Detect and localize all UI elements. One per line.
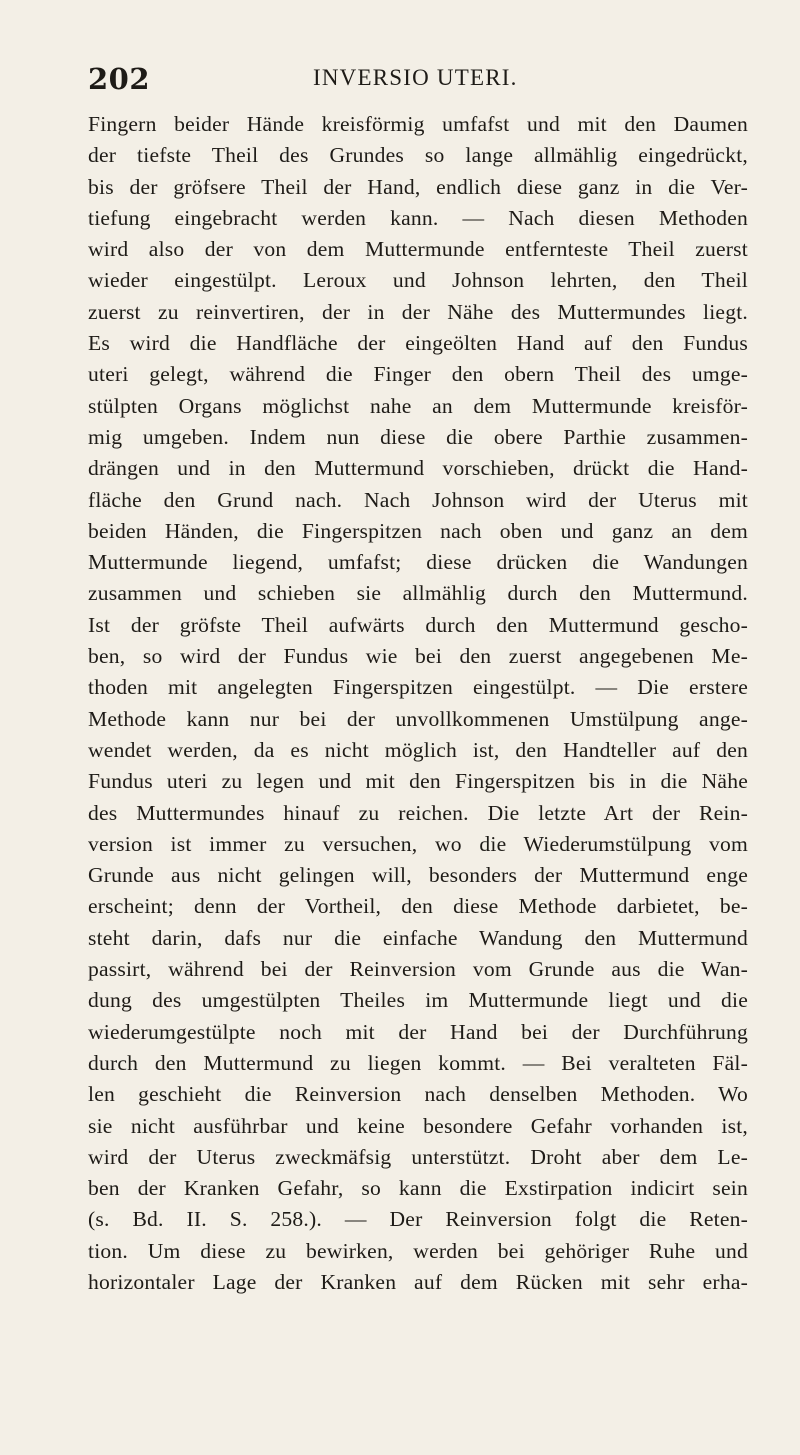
page-number: 202 xyxy=(88,62,151,96)
text-line: sie nicht ausführbar und keine besondere Gefahr vorhanden ist, xyxy=(88,1113,748,1138)
text-line: Methode kann nur bei der unvollkommenen Umstülpung ange- xyxy=(88,706,748,731)
text-line: dung des umgestülpten Theiles im Muttermunde liegt und die xyxy=(88,988,748,1013)
text-line: uteri gelegt, während die Finger den obern Theil des umge- xyxy=(88,362,748,387)
text-line: Ist der gröfste Theil aufwärts durch den Muttermund gescho- xyxy=(88,612,748,637)
text-line: durch den Muttermund zu liegen kommt. — Bei veralteten Fäl- xyxy=(88,1050,748,1075)
text-line: mig umgeben. Indem nun diese die obere Parthie zusammen- xyxy=(88,424,748,449)
text-line: ben, so wird der Fundus wie bei den zuerst angegebenen Me- xyxy=(88,644,748,669)
text-line: wird der Uterus zweckmäfsig unterstützt. Droht aber dem Le- xyxy=(88,1144,748,1169)
text-line: (s. Bd. II. S. 258.). — Der Reinversion folgt die Reten- xyxy=(88,1207,748,1232)
text-line: des Muttermundes hinauf zu reichen. Die letzte Art der Rein- xyxy=(88,800,748,825)
text-line: steht darin, dafs nur die einfache Wandung den Muttermund xyxy=(88,925,748,950)
text-line: fläche den Grund nach. Nach Johnson wird der Uterus mit xyxy=(88,487,748,512)
text-line: zuerst zu reinvertiren, der in der Nähe des Muttermundes liegt. xyxy=(88,299,748,324)
text-line: Grunde aus nicht gelingen will, besonders der Muttermund enge xyxy=(88,863,748,888)
text-line: erscheint; denn der Vortheil, den diese Methode darbietet, be- xyxy=(88,894,748,919)
text-line: thoden mit angelegten Fingerspitzen eingestülpt. — Die erstere xyxy=(88,675,748,700)
text-line: len geschieht die Reinversion nach denselben Methoden. Wo xyxy=(88,1082,748,1107)
running-title: INVERSIO UTERI. xyxy=(313,65,518,90)
text-line: stülpten Organs möglichst nahe an dem Muttermunde kreisför- xyxy=(88,393,748,418)
text-line: tion. Um diese zu bewirken, werden bei gehöriger Ruhe und xyxy=(88,1238,748,1263)
body-text xyxy=(88,109,748,1298)
text-line: der tiefste Theil des Grundes so lange allmählig eingedrückt, xyxy=(88,143,748,168)
text-line: bis der gröfsere Theil der Hand, endlich diese ganz in die Ver- xyxy=(88,174,748,199)
text-line: Fundus uteri zu legen und mit den Fingerspitzen bis in die Nähe xyxy=(88,769,748,794)
text-line: wendet werden, da es nicht möglich ist, den Handteller auf den xyxy=(88,737,748,762)
text-line: tiefung eingebracht werden kann. — Nach diesen Methoden xyxy=(88,205,748,230)
text-line: horizontaler Lage der Kranken auf dem Rücken mit sehr erha- xyxy=(88,1269,748,1294)
text-line: drängen und in den Muttermund vorschieben, drückt die Hand- xyxy=(88,456,748,481)
text-line: wiederumgestülpte noch mit der Hand bei der Durchführung xyxy=(88,1019,748,1044)
text-line: Muttermunde liegend, umfafst; diese drücken die Wandungen xyxy=(88,550,748,575)
text-line: wieder eingestülpt. Leroux und Johnson lehrten, den Theil xyxy=(88,268,748,293)
text-line: Es wird die Handfläche der eingeölten Hand auf den Fundus xyxy=(88,331,748,356)
text-line: zusammen und schieben sie allmählig durch den Muttermund. xyxy=(88,581,748,606)
running-head xyxy=(88,62,748,102)
text-line: version ist immer zu versuchen, wo die Wiederumstülpung vom xyxy=(88,831,748,856)
text-line: wird also der von dem Muttermunde entfernteste Theil zuerst xyxy=(88,237,748,262)
text-line: passirt, während bei der Reinversion vom Grunde aus die Wan- xyxy=(88,957,748,982)
text-line: Fingern beider Hände kreisförmig umfafst und mit den Daumen xyxy=(88,112,748,136)
text-line: beiden Händen, die Fingerspitzen nach oben und ganz an dem xyxy=(88,518,748,543)
text-line: ben der Kranken Gefahr, so kann die Exstirpation indicirt sein xyxy=(88,1176,748,1201)
